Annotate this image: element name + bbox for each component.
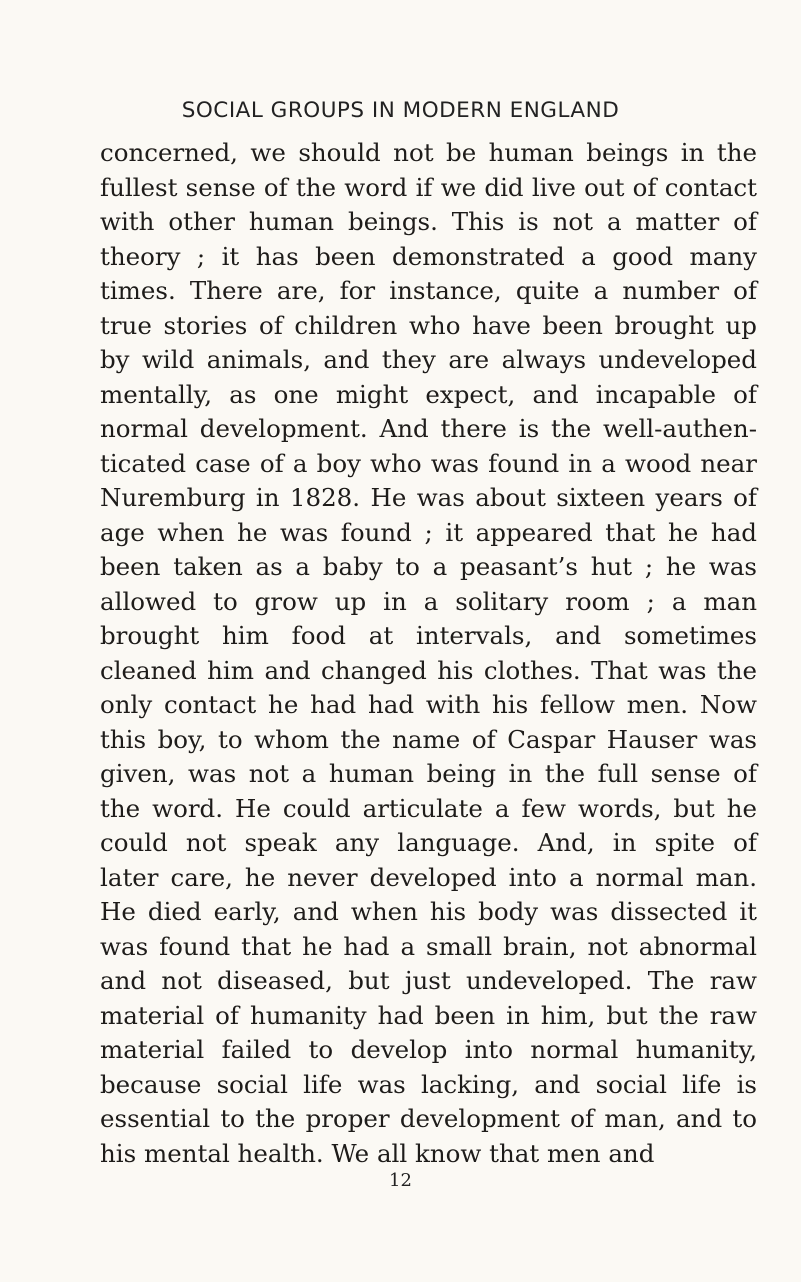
text-line: He died early, and when his body was dissected it xyxy=(100,897,757,926)
text-line: mentally, as one might expect, and incapable of xyxy=(100,379,757,409)
text-line: because social life was lacking, and social life is xyxy=(100,1069,757,1099)
text-line: material of humanity had been in him, but the raw xyxy=(100,1000,757,1030)
text-line: given, was not a human being in the full sense of xyxy=(100,759,757,788)
text-line: allowed to grow up in a solitary room ; a man xyxy=(100,586,757,616)
text-line: theory ; it has been demonstrated a good many xyxy=(100,241,757,271)
text-line: this boy, to whom the name of Caspar Hauser was xyxy=(100,724,757,754)
text-line: ticated case of a boy who was found in a wood near xyxy=(100,448,757,478)
text-line: only contact he had had with his fellow men. Now xyxy=(100,690,757,719)
text-line: concerned, we should not be human beings in the xyxy=(100,138,757,167)
page-number: 12 xyxy=(389,1170,412,1191)
text-line: brought him food at intervals, and sometimes xyxy=(100,621,757,650)
text-line: the word. He could articulate a few words, but he xyxy=(100,793,757,823)
text-line: fullest sense of the word if we did live out of contact xyxy=(100,172,757,202)
text-line: material failed to develop into normal humanity, xyxy=(100,1035,757,1064)
running-head: SOCIAL GROUPS IN MODERN ENGLAND xyxy=(181,98,620,123)
text-line: by wild animals, and they are always undeveloped xyxy=(100,345,757,374)
text-line: could not speak any language. And, in spite of xyxy=(100,828,757,857)
text-line: cleaned him and changed his clothes. That was the xyxy=(100,655,757,685)
text-line: times. There are, for instance, quite a number of xyxy=(100,276,757,305)
text-line: age when he was found ; it appeared that he had xyxy=(100,517,757,547)
text-line: later care, he never developed into a normal man. xyxy=(100,862,757,892)
text-line: with other human beings. This is not a matter of xyxy=(100,207,757,236)
text-line: and not diseased, but just undeveloped. The raw xyxy=(100,966,757,995)
text-line: essential to the proper development of man, and to xyxy=(100,1104,757,1133)
text-line: Nuremburg in 1828. He was about sixteen years of xyxy=(100,483,757,512)
text-line: was found that he had a small brain, not abnormal xyxy=(100,931,757,961)
text-line: true stories of children who have been brought up xyxy=(100,310,757,340)
text-line: been taken as a baby to a peasant’s hut ; he was xyxy=(100,552,757,581)
text-line: normal development. And there is the well-authen- xyxy=(100,414,757,443)
text-line: his mental health. We all know that men and xyxy=(100,1138,655,1168)
body-text xyxy=(100,136,757,1171)
